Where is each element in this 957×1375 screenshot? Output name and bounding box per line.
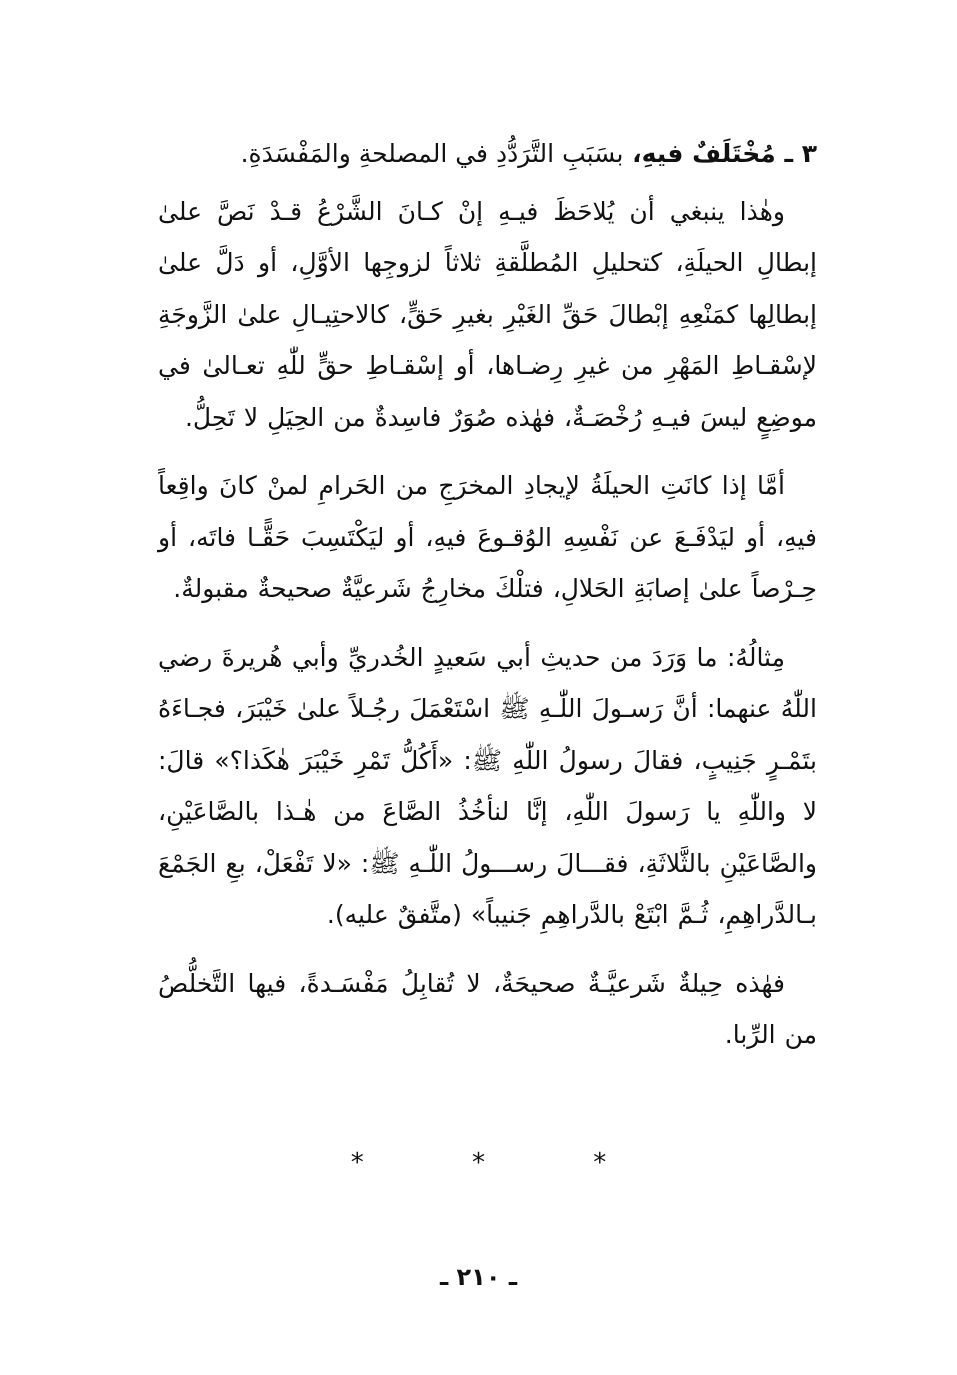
paragraph-2: أمَّا إذا كانَتِ الحيلَةُ لإيجادِ المخرَجِ من الحَرامِ لمنْ كانَ واقِعاً فيهِ، أو ليَدْفَـعَ عن نَفْسِهِ الوُقـوعَ فيهِ، أو ليَكْتَسِبَ حَقًّـا فاتَه، أو حِـرْصاً علىٰ إصابَةِ الحَلالِ، فتلْكَ مخارِجُ شَرعيَّةٌ صحيحةٌ مقبولةٌ. <box>158 471 817 603</box>
heading-rest: بسَبَبِ التَّرَدُّدِ في المصلحةِ والمَفْسَدَةِ. <box>240 139 624 168</box>
section-heading <box>158 128 817 180</box>
paragraph-1: وهٰذا ينبغي أن يُلاحَظَ فيـهِ إنْ كـانَ الشَّرْعُ قـدْ نَصَّ علىٰ إبطالِ الحيلَةِ، كتحليلِ المُطلَّقةِ ثلاثاً لزوجِها الأوَّلِ، أو دَلَّ علىٰ إبطالِها كمَنْعِهِ إبْطالَ حَقِّ الغَيْرِ بغيرِ حَقٍّ، كالاحتِيـالِ علىٰ الزَّوجَةِ لإسْقـاطِ المَهْرِ من غيرِ رِضـاها، أو إسْقـاطِ حقٍّ للّٰهِ تعـالىٰ في موضِعٍ ليسَ فيـهِ رُخْصَـةٌ، فهٰذه صُوَرٌ فاسِدةٌ من الحِيَلِ لا تَحِلُّ. <box>158 196 817 432</box>
page-number: ـ ٢١٠ ـ <box>439 1263 518 1291</box>
paragraph-3: مِثالُهُ: ما وَرَدَ من حديثِ أبي سَعيدٍ الخُدريِّ وأبي هُريرةَ رضي اللّٰهُ عنهما: أنَّ رَسـولَ اللّٰـهِ ﷺ اسْتَعْمَلَ رجُـلاً علىٰ خَيْبَرَ، فجـاءَهُ بتَمْـرٍ جَنِيبٍ، فقالَ رسولُ اللّٰهِ ﷺ: «أَكُلُّ تَمْرِ خَيْبَرَ هٰكَذا؟» قالَ: لا واللّٰهِ يا رَسولَ اللّٰهِ، إنَّا لنأخُذُ الصَّاعَ من هٰـذا بالصَّاعَيْنِ، والصَّاعَيْنِ بالثَّلاثَةِ، فقـــالَ رســـولُ اللّٰـهِ ﷺ: «لا تَفْعَلْ، بعِ الجَمْعَ بـالدَّراهِمِ، ثُـمَّ ابْتَعْ بالدَّراهِمِ جَنيباً» (متَّفقٌ عليه). <box>158 642 817 929</box>
paragraph-4: فهٰذه حِيلةٌ شَرعيَّـةٌ صحيحَةٌ، لا تُقابِلُ مَفْسَـدةً، فيها التَّخلُّصُ من الرِّبا. <box>158 968 817 1049</box>
separator-star: * <box>593 1148 607 1178</box>
separator-star: * <box>472 1148 485 1178</box>
heading-title: مُخْتَلَفٌ فيهِ، <box>632 139 776 168</box>
section-separator <box>0 1148 957 1178</box>
page-body <box>158 128 817 1078</box>
heading-number: ٣ ـ <box>784 139 817 168</box>
separator-star: * <box>350 1148 364 1178</box>
